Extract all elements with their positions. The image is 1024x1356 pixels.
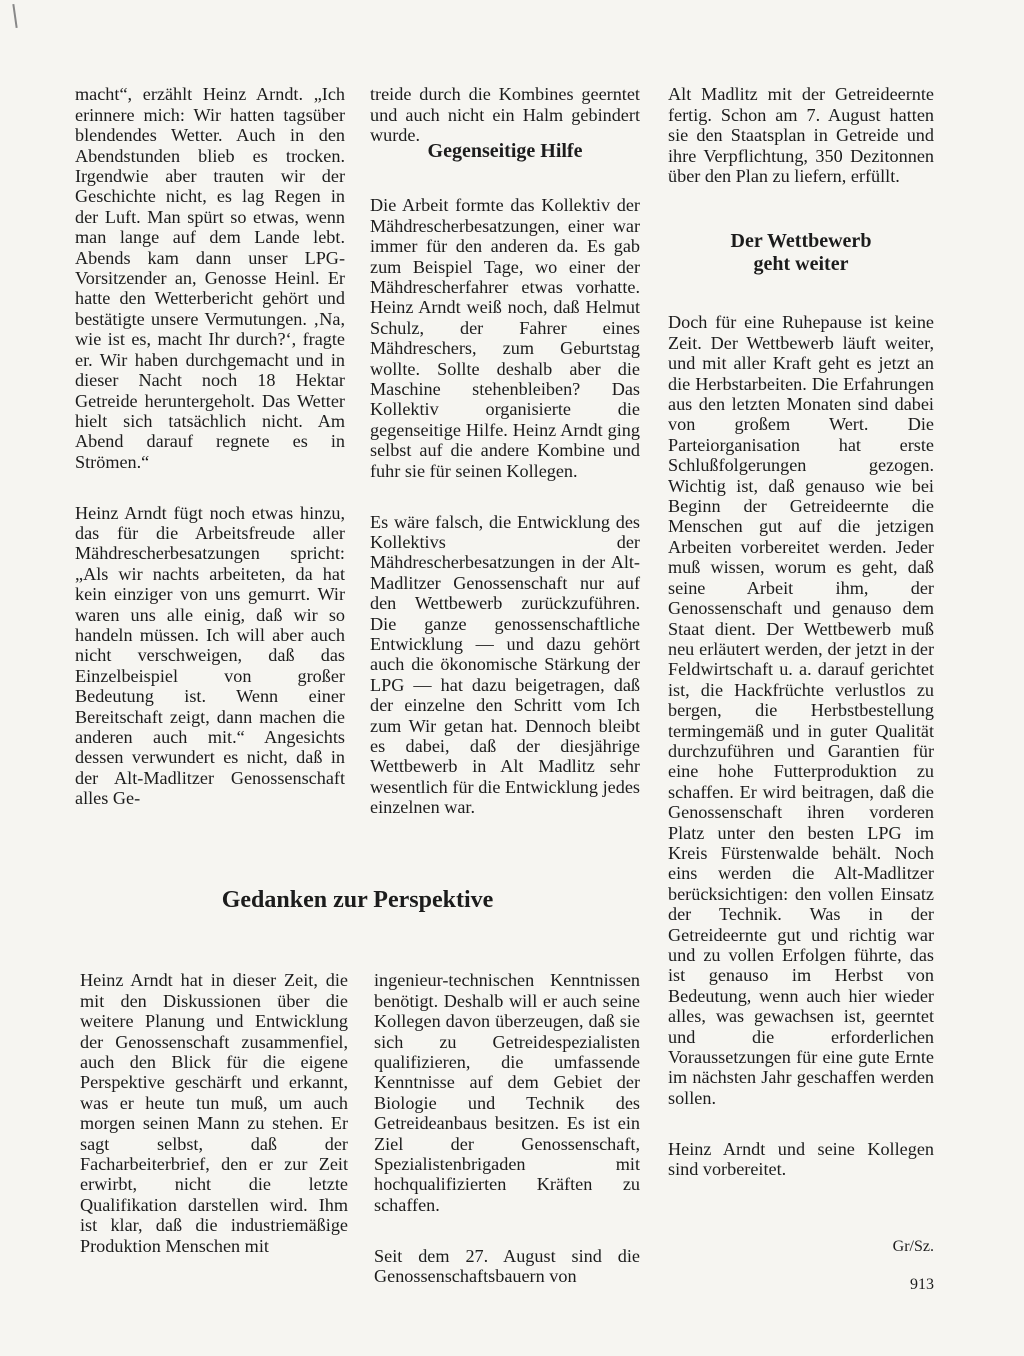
- page-number: 913: [910, 1276, 934, 1293]
- top-column-2-body: [370, 175, 640, 848]
- paragraph: Alt Madlitz mit der Getreideernte fertig. Schon am 7. August hatten sie den Staatsplan in Getreide und ihre Verpflichtung, 350 Dezitonnen über den Plan zu liefern, erfüllt.: [668, 84, 934, 187]
- main-heading: Gedanken zur Perspektive: [221, 887, 494, 913]
- bottom-column-1: [80, 950, 348, 1287]
- margin-pencil-mark: [12, 4, 17, 28]
- paragraph: Es wäre falsch, die Entwicklung des Kollektivs der Mähdrescherbesatzungen in der Alt-Madlitzer Genossenschaft nur auf den Wettbewerb zurückzuführen. Die ganze genossenschaftliche Entwicklung — und dazu gehört auch die ökonomische Stärkung der LPG — hat dazu beigetragen, daß der einzelne den Schritt vom Ich zum Wir getan hat. Dennoch bleibt es dabei, daß der diesjährige Wettbewerb in Alt Madlitz sehr wesentlich für die Entwicklung jedes einzelnen war.: [370, 511, 640, 818]
- right-column-lead: [668, 64, 934, 217]
- paragraph: macht“, erzählt Heinz Arndt. „Ich erinnere mich: Wir hatten tagsüber blendendes Wetter. Auch in den Abendstunden blieb es trocken. Irgendwie aber trauten wir der Geschichte nicht, es lag Regen in der Luft. Man spürt so etwas, wenn man lange auf dem Lande lebt. Abends kam dann unser LPG-Vorsitzender an, Genosse Heinl. Er hatte den Wetterbericht gehört und bestätigte unsere Vermutungen. ‚Na, wie ist es, macht Ihr durch?‘, fragte er. Wir haben durchgemacht und in dieser Nacht noch 18 Hektar Getreide heruntergeholt. Das Wetter hielt sich tatsächlich nicht. Am Abend darauf regnete es in Strömen.“: [75, 84, 345, 472]
- paragraph: Heinz Arndt hat in dieser Zeit, die mit den Diskussionen über die weitere Planung und Entwicklung der Genossenschaft zusammenfiel, auch den Blick für die eigene Perspektive geschärft und erkannt, was er heute tun muß, um auch morgen seinen Mann zu stehen. Er sagt selbst, daß der Facharbeiterbrief, den er zur Zeit erwirbt, nicht die letzte Qualifikation darstellen wird. Ihm ist klar, daß die industriemäßige Produktion Menschen mit: [80, 970, 348, 1256]
- paragraph: Doch für eine Ruhepause ist keine Zeit. Der Wettbewerb läuft weiter, und mit aller Kraft geht es jetzt an die Herbstarbeiten. Die Erfahrungen aus den letzten Monaten sind dabei von großem Wert. Die Parteiorganisation hat erste Schlußfolgerungen gezogen. Wichtig ist, daß genauso wie bei Beginn der Getreideernte die Menschen gut auf die jetzigen Arbeiten vorbereitet werden. Jeder muß wissen, worum es geht, daß seine Arbeit ihm, der Genossenschaft und genauso dem Staat dient. Der Wettbewerb muß neu erläutert werden, der jetzt in der Feldwirtschaft u. a. darauf gerichtet ist, die Hackfrüchte verlustlos zu bergen, die Herbstbestellung termingemäß und in guter Qualität durchzuführen und Garantien für eine hohe Futterproduktion zu schaffen. Er wird beitragen, daß die Genossenschaft ihren vorderen Platz unter den besten LPG im Kreis Fürstenwalde behält. Noch eins werden die Alt-Madlitzer berücksichtigen: den vollen Einsatz der Technik. Was in der Getreideernte gut und richtig war und zu vollen Erfolgen führte, das ist genauso im Herbst von Bedeutung, wenn auch hier wieder alles, was gewachsen ist, geerntet und die erforderlichen Voraussetzungen für eine gute Ernte im nächsten Jahr geschaffen werden sollen.: [668, 312, 934, 1108]
- paragraph: Heinz Arndt und seine Kollegen sind vorbereitet.: [668, 1138, 934, 1180]
- paragraph: treide durch die Kombines geerntet und auch nicht ein Halm gebindert wurde.: [370, 84, 640, 146]
- paragraph: ingenieur-technischen Kenntnissen benötigt. Deshalb will er auch seine Kollegen davon überzeugen, daß sie sich zu Getreidespezialisten qualifizieren, die umfassende Kenntnisse auf dem Gebiet der Biologie und Technik des Getreideanbaus besitzen. Es ist ein Ziel der Genossenschaft, Spezialistenbrigaden mit hochqualifizierten Kräften zu schaffen.: [374, 970, 640, 1215]
- top-column-1: [75, 64, 345, 839]
- paragraph: Heinz Arndt fügt noch etwas hinzu, das für die Arbeitsfreude aller Mähdrescherbesatzungen spricht: „Als wir nachts arbeiteten, da hat kein einziger von uns gemurrt. Wir waren uns alle einig, daß wir so handeln müssen. Ich will aber auch nicht verschweigen, daß das Einzelbeispiel von großer Bedeutung ist. Wenn einer Bereitschaft zeigt, dann machen die anderen auch mit.“ Angesichts dessen verwundert es nicht, daß in der Alt-Madlitzer Genossenschaft alles Ge-: [75, 502, 345, 809]
- bottom-column-2: [374, 950, 640, 1317]
- paragraph: Die Arbeit formte das Kollektiv der Mähdrescherbesatzungen, einer war immer für den anderen da. Es gab zum Beispiel Tage, wo einer der Mähdrescherfahrer etwas vorhatte. Heinz Arndt weiß noch, daß Helmut Schulz, der Fahrer eines Mähdreschers, zum Geburtstag wollte. Sollte deshalb aber die Maschine stehenbleiben? Das Kollektiv organisierte die gegenseitige Hilfe. Heinz Arndt ging selbst auf die andere Kombine und fuhr sie für seinen Kollegen.: [370, 195, 640, 481]
- subheading-der-wettbewerb: Der Wettbewerb geht weiter: [730, 230, 872, 275]
- author-signature: Gr/Sz.: [892, 1238, 934, 1255]
- right-column-body: [668, 292, 934, 1210]
- paragraph: Seit dem 27. August sind die Genossenschaftsbauern von: [374, 1245, 640, 1287]
- subheading-gegenseitige-hilfe: Gegenseitige Hilfe: [427, 140, 583, 162]
